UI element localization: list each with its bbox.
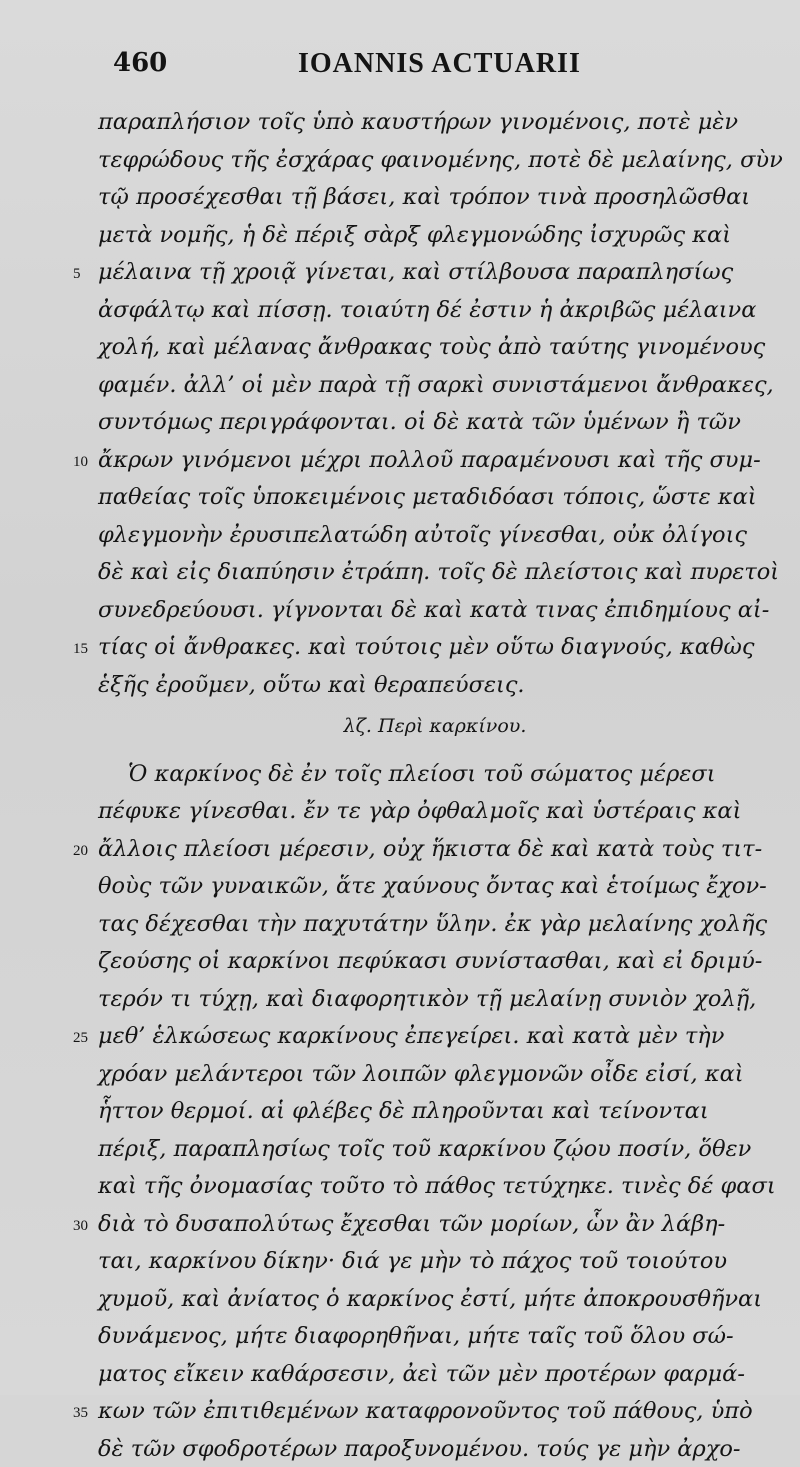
text-line	[90, 367, 780, 403]
text-line	[90, 217, 780, 253]
line-text: τας δέχεσθαι τὴν παχυτάτην ὕλην. ἐκ γὰρ μελαίνης χολῆς	[98, 910, 768, 937]
line-text: χυμοῦ, καὶ ἀνίατος ὁ καρκίνος ἐστί, μήτε ἀποκρουσθῆναι	[98, 1285, 763, 1312]
text-line	[90, 517, 780, 553]
text-line	[90, 906, 780, 942]
line-number: 5	[73, 266, 81, 282]
line-text: ἧττον θερμοί. αἱ φλέβες δὲ πληροῦνται καὶ τείνονται	[98, 1098, 709, 1124]
text-line	[90, 479, 780, 515]
text-line	[73, 254, 780, 290]
text-line	[90, 142, 783, 178]
line-text: τερόν τι τύχῃ, καὶ διαφορητικὸν τῇ μελαίνῃ συνιὸν χολῇ,	[98, 985, 757, 1012]
line-number: 25	[73, 1030, 88, 1046]
line-text: φλεγμονὴν ἐρυσιπελατώδη αὐτοῖς γίνεσθαι, οὐκ ὀλίγοις	[98, 521, 748, 548]
text-line	[90, 329, 780, 365]
line-text: Ὁ καρκίνος δὲ ἐν τοῖς πλείοσι τοῦ σώματος μέρεσι	[128, 760, 716, 787]
line-text: πέφυκε γίνεσθαι. ἔν τε γὰρ ὀφθαλμοῖς καὶ ὑστέραις καὶ	[98, 798, 742, 824]
text-line	[90, 981, 780, 1017]
text-line	[90, 1093, 780, 1129]
line-text: κων τῶν ἐπιτιθεμένων καταφρονοῦντος τοῦ πάθους, ὑπὸ	[98, 1398, 753, 1424]
text-line	[90, 592, 780, 628]
line-text: ἄλλοις πλείοσι μέρεσιν, οὐχ ἥκιστα δὲ καὶ κατὰ τοὺς τιτ-	[98, 835, 763, 862]
line-text: τίας οἱ ἄνθρακες. καὶ τούτοις μὲν οὕτω διαγνούς, καθὼς	[98, 634, 755, 660]
text-line	[90, 1318, 780, 1354]
text-line	[90, 1168, 780, 1204]
line-text: χρόαν μελάντεροι τῶν λοιπῶν φλεγμονῶν οἶδε εἰσί, καὶ	[98, 1060, 744, 1087]
line-text: ται, καρκίνου δίκην· διά γε μὴν τὸ πάχος τοῦ τοιούτου	[98, 1248, 728, 1274]
line-number: 20	[73, 842, 88, 859]
line-number: 10	[73, 453, 88, 470]
line-text: θοὺς τῶν γυναικῶν, ἅτε χαύνους ὄντας καὶ ἑτοίμως ἔχον-	[98, 873, 767, 899]
text-line	[90, 104, 780, 140]
page-number: 460	[113, 48, 168, 78]
line-text: καὶ τῆς ὀνομασίας τοῦτο τὸ πάθος τετύχηκε. τινὲς δέ φασι	[98, 1173, 776, 1199]
text-line	[90, 292, 780, 328]
text-line	[73, 442, 780, 478]
text-line	[73, 1018, 780, 1054]
text-line	[90, 1281, 780, 1317]
line-text: συντόμως περιγράφονται. οἱ δὲ κατὰ τῶν ὑμένων ἢ τῶν	[98, 409, 741, 435]
line-text: μετὰ νομῆς, ἡ δὲ πέριξ σὰρξ φλεγμονώδης ἰσχυρῶς καὶ	[98, 221, 732, 248]
line-text: δὲ τῶν σφοδροτέρων παροξυνομένου. τούς γε μὴν ἀρχο-	[98, 1435, 741, 1462]
text-line	[90, 1131, 780, 1167]
page-header	[0, 40, 800, 90]
text-line	[90, 1056, 780, 1092]
line-text: παραπλήσιον τοῖς ὑπὸ καυστήρων γινομένοις, ποτὲ μὲν	[98, 109, 739, 135]
line-text: δὲ καὶ εἰς διαπύησιν ἐτράπη. τοῖς δὲ πλείστοις καὶ πυρετοὶ	[98, 559, 780, 585]
line-text: ἑξῆς ἐροῦμεν, οὕτω καὶ θεραπεύσεις.	[98, 671, 525, 698]
line-text: μέλαινα τῇ χροιᾷ γίνεται, καὶ στίλβουσα παραπλησίως	[98, 259, 734, 285]
line-text: ἄκρων γινόμενοι μέχρι πολλοῦ παραμένουσι καὶ τῆς συμ-	[98, 446, 761, 473]
line-text: τῷ προσέχεσθαι τῇ βάσει, καὶ τρόπον τινὰ προσηλῶσθαι	[98, 184, 751, 210]
line-number: 35	[73, 1405, 88, 1421]
line-text: ἀσφάλτῳ καὶ πίσσῃ. τοιαύτη δέ ἐστιν ἡ ἀκριβῶς μέλαινα	[98, 296, 757, 323]
text-line	[90, 1356, 780, 1392]
text-line	[90, 667, 780, 703]
text-line	[90, 179, 780, 215]
line-text: τεφρώδους τῆς ἐσχάρας φαινομένης, ποτὲ δὲ μελαίνης, σὺν	[98, 146, 783, 173]
line-text: διὰ τὸ δυσαπολύτως ἔχεσθαι τῶν μορίων, ὧν ἂν λάβη-	[98, 1210, 726, 1237]
text-line	[90, 943, 780, 979]
line-text: παθείας τοῖς ὑποκειμένοις μεταδιδόασι τόποις, ὥστε καὶ	[98, 484, 757, 510]
line-text: φαμέν. ἀλλ’ οἱ μὲν παρὰ τῇ σαρκὶ συνιστάμενοι ἄνθρακες,	[98, 371, 774, 398]
line-text: ματος εἴκειν καθάρσεσιν, ἀεὶ τῶν μὲν πρoτέρων φαρμά-	[98, 1360, 745, 1387]
text-line	[90, 554, 780, 590]
line-text: χολή, καὶ μέλανας ἄνθρακας τοὺς ἀπὸ ταύτης γινομένους	[98, 334, 766, 360]
line-text: ζεούσης οἱ καρκίνοι πεφύκασι συνίστασθαι, καὶ εἰ δριμύ-	[98, 948, 763, 974]
line-number: 15	[73, 641, 88, 657]
line-text: μεθ’ ἑλκώσεως καρκίνους ἐπεγείρει. καὶ κατὰ μὲν τὴν	[98, 1023, 725, 1049]
text-line	[90, 756, 780, 792]
line-text: πέριξ, παραπλησίως τοῖς τοῦ καρκίνου ζῴου ποσίν, ὅθεν	[98, 1135, 752, 1162]
text-line	[73, 1206, 780, 1242]
text-line	[90, 1243, 780, 1279]
line-number: 30	[73, 1217, 88, 1234]
text-line	[90, 868, 780, 904]
text-line	[73, 831, 780, 867]
text-line	[90, 404, 780, 440]
text-line	[73, 629, 780, 665]
chapter-heading: λζ. Περὶ καρκίνου.	[343, 715, 527, 737]
line-text: συνεδρεύουσι. γίγνονται δὲ καὶ κατὰ τινας ἐπιδημίους αἰ-	[98, 596, 770, 623]
running-title: IOANNIS ACTUARII	[298, 48, 581, 79]
text-line	[90, 793, 780, 829]
line-text: δυνάμενος, μήτε διαφορηθῆναι, μήτε ταῖς τοῦ ὅλου σώ-	[98, 1323, 734, 1349]
text-line	[73, 1393, 780, 1429]
text-line	[90, 1431, 780, 1467]
